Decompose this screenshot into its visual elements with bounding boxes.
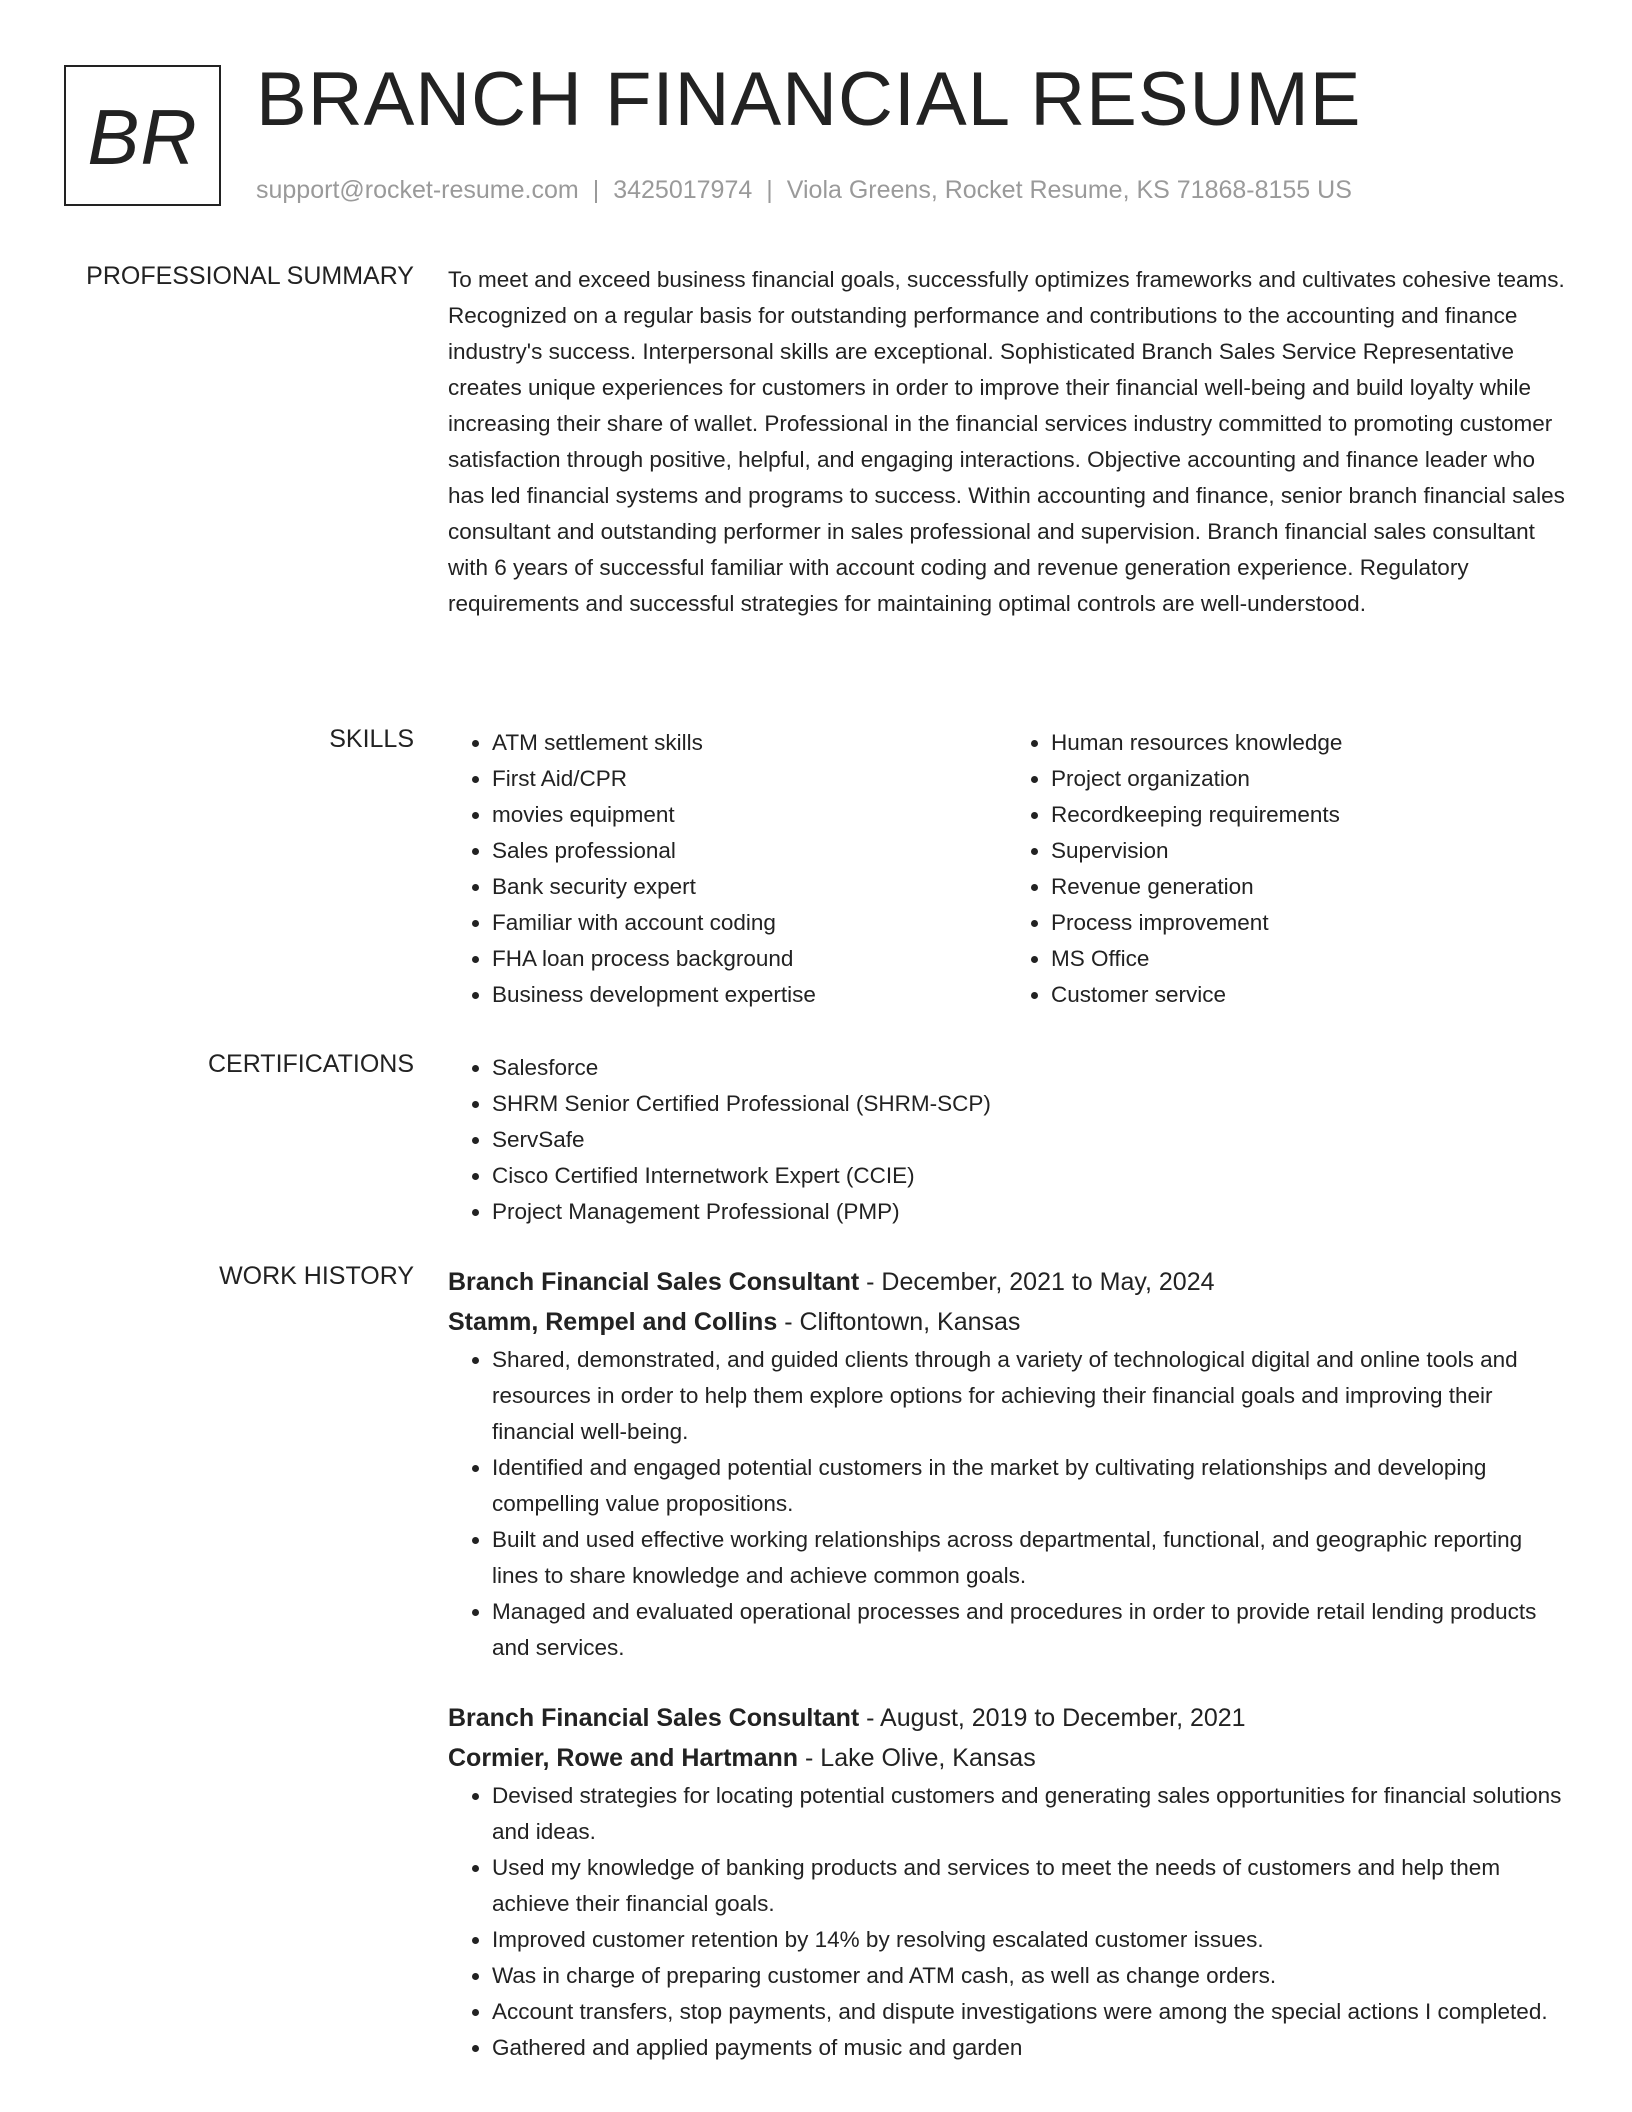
skills-body: [448, 725, 1566, 1013]
job-bullet: • Shared, demonstrated, and guided clients through a variety of technological digital and online tools and resources in order to help them explore options for achieving their financial goals and improving their financial well-being.: [492, 1342, 1566, 1450]
skill-item: • Bank security expert: [492, 869, 1007, 905]
job-bullets: [448, 1342, 1566, 1666]
job-location: - Cliftontown, Kansas: [777, 1308, 1021, 1336]
skill-item: • Business development expertise: [492, 977, 1007, 1013]
skill-item: • Supervision: [1051, 833, 1566, 869]
contact-address: Viola Greens, Rocket Resume, KS 71868-8155 US: [786, 176, 1352, 204]
skills-list-left: [448, 725, 1007, 1013]
section-heading-certifications: CERTIFICATIONS: [207, 1050, 414, 1078]
summary-text: To meet and exceed business financial goals, successfully optimizes frameworks and cultivates cohesive teams. Recognized on a regular basis for outstanding performance and contributions to the accounting and finance industry's success. Interpersonal skills are exceptional. Sophisticated Branch Sales Service Representative creates unique experiences for customers in order to improve their financial well-being and build loyalty while increasing their share of wallet. Professional in the financial services industry committed to promoting customer satisfaction through positive, helpful, and engaging interactions. Objective accounting and finance leader who has led financial systems and programs to success. Within accounting and finance, senior branch financial sales consultant and outstanding performer in sales professional and supervision. Branch financial sales consultant with 6 years of successful familiar with account coding and revenue generation experience. Regulatory requirements and successful strategies for maintaining optimal controls are well-understood.: [448, 267, 1565, 616]
monogram-box: [64, 65, 221, 206]
resume-title: BRANCH FINANCIAL RESUME: [256, 57, 1362, 142]
contact-email: support@rocket-resume.com: [256, 176, 579, 204]
job-bullet: • Managed and evaluated operational processes and procedures in order to provide retail lending products and services.: [492, 1594, 1566, 1666]
skill-item: • FHA loan process background: [492, 941, 1007, 977]
job-dates: - December, 2021 to May, 2024: [859, 1268, 1215, 1296]
job-title-line: [448, 1262, 1566, 1302]
job-dates: - August, 2019 to December, 2021: [859, 1704, 1246, 1732]
skill-item: • Human resources knowledge: [1051, 725, 1566, 761]
work-history-body: [448, 1262, 1566, 2066]
job-bullet: • Devised strategies for locating potential customers and generating sales opportunities for financial solutions and ideas.: [492, 1778, 1566, 1850]
job-bullet: • Account transfers, stop payments, and dispute investigations were among the special actions I completed.: [492, 1994, 1566, 2030]
skill-item: • Recordkeeping requirements: [1051, 797, 1566, 833]
section-heading-work-history: WORK HISTORY: [219, 1262, 414, 1290]
skill-item: • movies equipment: [492, 797, 1007, 833]
job-company-line: [448, 1738, 1566, 1778]
job-bullet: • Improved customer retention by 14% by resolving escalated customer issues.: [492, 1922, 1566, 1958]
skill-item: • Revenue generation: [1051, 869, 1566, 905]
skill-item: • MS Office: [1051, 941, 1566, 977]
skill-item: • First Aid/CPR: [492, 761, 1007, 797]
job-company: Stamm, Rempel and Collins: [448, 1308, 778, 1336]
job-entry: [448, 1262, 1566, 1666]
job-bullets: [448, 1778, 1566, 2066]
contact-phone: 3425017974: [613, 176, 753, 204]
job-title-line: [448, 1698, 1566, 1738]
skill-item: • Sales professional: [492, 833, 1007, 869]
certifications-list: [448, 1050, 1566, 1230]
section-heading-skills: SKILLS: [329, 725, 414, 753]
certifications-body: [448, 1050, 1566, 1230]
job-title: Branch Financial Sales Consultant: [448, 1704, 860, 1732]
job-location: - Lake Olive, Kansas: [798, 1744, 1036, 1772]
summary-body: [448, 262, 1566, 622]
certification-item: • Salesforce: [492, 1050, 1566, 1086]
job-bullet: • Was in charge of preparing customer and ATM cash, as well as change orders.: [492, 1958, 1566, 1994]
certification-item: • SHRM Senior Certified Professional (SHRM-SCP): [492, 1086, 1566, 1122]
job-company-line: [448, 1302, 1566, 1342]
job-company: Cormier, Rowe and Hartmann: [448, 1744, 799, 1772]
job-bullet: • Gathered and applied payments of music and garden: [492, 2030, 1566, 2066]
job-bullet: • Identified and engaged potential customers in the market by cultivating relationships and developing compelling value propositions.: [492, 1450, 1566, 1522]
skills-columns: [448, 725, 1566, 1013]
certification-item: • ServSafe: [492, 1122, 1566, 1158]
skill-item: • Process improvement: [1051, 905, 1566, 941]
job-entry: [448, 1698, 1566, 2066]
certification-item: • Project Management Professional (PMP): [492, 1194, 1566, 1230]
section-heading-summary: PROFESSIONAL SUMMARY: [86, 262, 414, 290]
skill-item: • ATM settlement skills: [492, 725, 1007, 761]
contact-line: [256, 176, 1352, 205]
job-title: Branch Financial Sales Consultant: [448, 1268, 860, 1296]
contact-separator: |: [592, 176, 600, 204]
skill-item: • Customer service: [1051, 977, 1566, 1013]
contact-separator: |: [766, 176, 773, 204]
job-bullet: • Used my knowledge of banking products and services to meet the needs of customers and help them achieve their financial goals.: [492, 1850, 1566, 1922]
skills-list-right: [1007, 725, 1566, 1013]
job-bullet: • Built and used effective working relationships across departmental, functional, and geographic reporting lines to share knowledge and achieve common goals.: [492, 1522, 1566, 1594]
skill-item: • Familiar with account coding: [492, 905, 1007, 941]
skill-item: • Project organization: [1051, 761, 1566, 797]
certification-item: • Cisco Certified Internetwork Expert (CCIE): [492, 1158, 1566, 1194]
monogram-initials: BR: [87, 93, 198, 181]
